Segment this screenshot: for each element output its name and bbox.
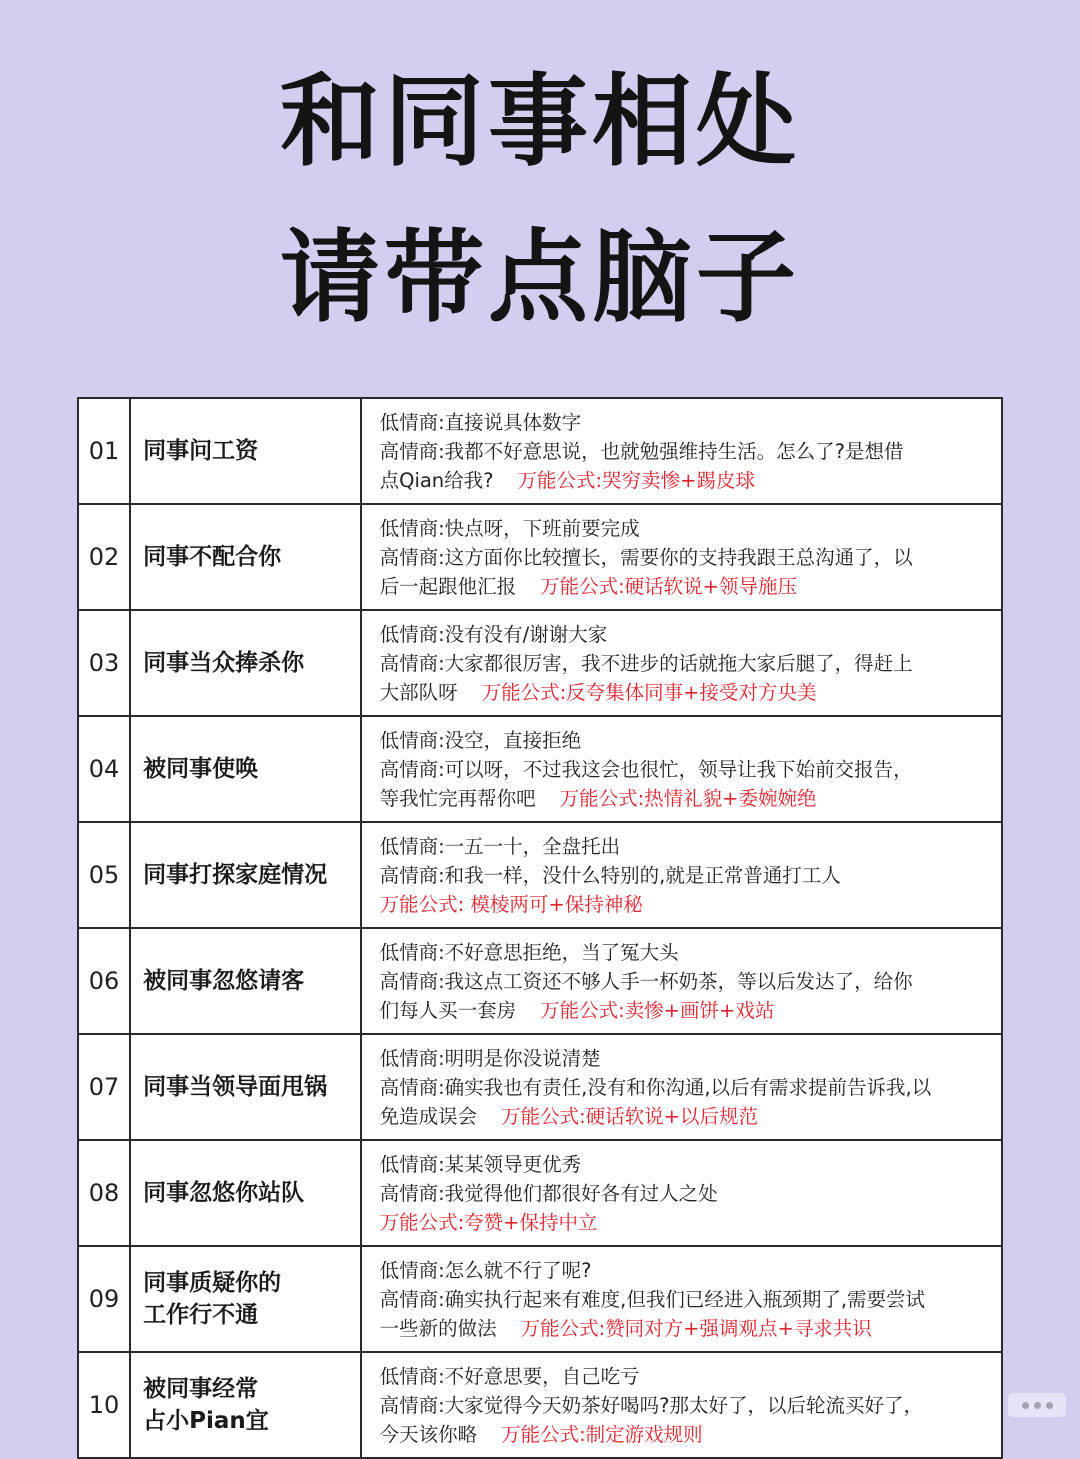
dot-icon xyxy=(1022,1402,1029,1409)
topic-line: 同事打探家庭情况 xyxy=(143,862,328,888)
table-row xyxy=(78,610,1002,716)
table-row xyxy=(78,1140,1002,1246)
row-number: 04 xyxy=(78,716,130,822)
row-detail xyxy=(361,822,1002,928)
formula-text: 万能公式:制定游戏规则 xyxy=(501,1422,703,1446)
formula-text: 万能公式:硬话软说+以后规范 xyxy=(501,1104,759,1128)
table-row xyxy=(78,504,1002,610)
topic-line: 占小Pian宜 xyxy=(143,1408,269,1434)
row-detail xyxy=(361,1034,1002,1140)
high-eq-text-continued: 点Qian给我? xyxy=(379,468,494,492)
formula-text: 万能公式:热情礼貌+委婉婉绝 xyxy=(559,786,817,810)
row-topic xyxy=(130,1352,360,1458)
topic-line: 同事当领导面甩锅 xyxy=(143,1074,328,1100)
low-eq-text: 低情商:没有没有/谢谢大家 xyxy=(379,622,608,646)
dot-icon xyxy=(1034,1402,1041,1409)
low-eq-text: 低情商:明明是你没说清楚 xyxy=(379,1046,601,1070)
row-number: 07 xyxy=(78,1034,130,1140)
row-number: 09 xyxy=(78,1246,130,1352)
row-number: 06 xyxy=(78,928,130,1034)
detail-last-line xyxy=(380,996,993,1025)
high-eq-text: 高情商:这方面你比较擅长，需要你的支持我跟王总沟通了，以 xyxy=(379,545,913,569)
row-number: 03 xyxy=(78,610,130,716)
tips-table-body xyxy=(78,398,1002,1458)
high-eq-text: 高情商:确实执行起来有难度,但我们已经进入瓶颈期了,需要尝试 xyxy=(379,1287,926,1311)
high-eq-text-continued: 们每人买一套房 xyxy=(379,998,517,1022)
detail-last-line xyxy=(380,1208,993,1237)
low-eq-text: 低情商:没空，直接拒绝 xyxy=(379,728,582,752)
low-eq-text: 低情商:不好意思要，自己吃亏 xyxy=(379,1364,640,1388)
detail-last-line xyxy=(380,572,993,601)
topic-line: 同事忽悠你站队 xyxy=(143,1180,305,1206)
row-detail xyxy=(361,398,1002,504)
row-detail xyxy=(361,504,1002,610)
topic-line: 同事不配合你 xyxy=(143,544,282,570)
dot-icon xyxy=(1046,1402,1053,1409)
row-topic xyxy=(130,928,360,1034)
formula-text: 万能公式:哭穷卖惨+踢皮球 xyxy=(517,468,755,492)
high-eq-text-continued: 等我忙完再帮你吧 xyxy=(379,786,536,810)
high-eq-text-continued: 免造成误会 xyxy=(379,1104,478,1128)
detail-last-line xyxy=(380,1102,993,1131)
table-row xyxy=(78,1352,1002,1458)
topic-line: 被同事忽悠请客 xyxy=(143,968,305,994)
row-topic xyxy=(130,716,360,822)
table-row xyxy=(78,398,1002,504)
detail-last-line xyxy=(380,466,993,495)
formula-text: 万能公式:反夸集体同事+接受对方央美 xyxy=(481,680,817,704)
high-eq-text: 高情商:可以呀，不过我这会也很忙，领导让我下始前交报告， xyxy=(379,757,913,781)
high-eq-text: 高情商:我这点工资还不够人手一杯奶茶，等以后发达了，给你 xyxy=(379,969,913,993)
high-eq-text-continued: 一些新的做法 xyxy=(379,1316,497,1340)
tips-table xyxy=(77,397,1003,1459)
row-topic xyxy=(130,1034,360,1140)
high-eq-text: 高情商:我都不好意思说，也就勉强维持生活。怎么了?是想借 xyxy=(379,439,904,463)
row-topic xyxy=(130,398,360,504)
low-eq-text: 低情商:怎么就不行了呢? xyxy=(379,1258,592,1282)
row-detail xyxy=(361,716,1002,822)
row-number: 02 xyxy=(78,504,130,610)
formula-text: 万能公式:硬话软说+领导施压 xyxy=(540,574,798,598)
table-row xyxy=(78,1034,1002,1140)
formula-text: 万能公式:赞同对方+强调观点+寻求共识 xyxy=(520,1316,872,1340)
row-number: 08 xyxy=(78,1140,130,1246)
low-eq-text: 低情商:不好意思拒绝，当了冤大头 xyxy=(379,940,679,964)
high-eq-text-continued: 大部队呀 xyxy=(379,680,458,704)
high-eq-text: 高情商:大家都很厉害，我不进步的话就拖大家后腿了，得赶上 xyxy=(379,651,913,675)
table-row xyxy=(78,822,1002,928)
title-line-1: 和同事相处 xyxy=(280,63,800,180)
high-eq-text: 高情商:确实我也有责任,没有和你沟通,以后有需求提前告诉我,以 xyxy=(379,1075,932,1099)
formula-text: 万能公式:夸赞+保持中立 xyxy=(379,1210,598,1234)
detail-last-line xyxy=(380,890,993,919)
title-line-2: 请带点脑子 xyxy=(280,219,800,336)
low-eq-text: 低情商:一五一十，全盘托出 xyxy=(379,834,621,858)
row-topic xyxy=(130,504,360,610)
topic-line: 工作行不通 xyxy=(143,1302,259,1328)
detail-last-line xyxy=(380,784,993,813)
low-eq-text: 低情商:某某领导更优秀 xyxy=(379,1152,582,1176)
row-topic xyxy=(130,1140,360,1246)
row-detail xyxy=(361,610,1002,716)
row-detail xyxy=(361,928,1002,1034)
table-row xyxy=(78,1246,1002,1352)
detail-last-line xyxy=(380,1314,993,1343)
row-topic xyxy=(130,822,360,928)
row-detail xyxy=(361,1140,1002,1246)
formula-text: 万能公式:卖惨+画饼+戏站 xyxy=(540,998,775,1022)
row-topic xyxy=(130,610,360,716)
high-eq-text: 高情商:大家觉得今天奶茶好喝吗?那太好了，以后轮流买好了， xyxy=(379,1393,924,1417)
low-eq-text: 低情商:快点呀，下班前要完成 xyxy=(379,516,640,540)
detail-last-line xyxy=(380,678,993,707)
topic-line: 被同事使唤 xyxy=(143,756,259,782)
row-detail xyxy=(361,1352,1002,1458)
row-number: 01 xyxy=(78,398,130,504)
row-topic xyxy=(130,1246,360,1352)
low-eq-text: 低情商:直接说具体数字 xyxy=(379,410,582,434)
high-eq-text-continued: 今天该你略 xyxy=(379,1422,478,1446)
high-eq-text: 高情商:我觉得他们都很好各有过人之处 xyxy=(379,1181,718,1205)
row-detail xyxy=(361,1246,1002,1352)
formula-text: 万能公式: 模棱两可+保持神秘 xyxy=(379,892,643,916)
high-eq-text-continued: 后一起跟他汇报 xyxy=(379,574,517,598)
high-eq-text: 高情商:和我一样，没什么特别的,就是正常普通打工人 xyxy=(379,863,841,887)
topic-line: 同事当众捧杀你 xyxy=(143,650,305,676)
row-number: 05 xyxy=(78,822,130,928)
table-row xyxy=(78,716,1002,822)
watermark-more-icon xyxy=(1008,1393,1066,1417)
table-row xyxy=(78,928,1002,1034)
topic-line: 同事问工资 xyxy=(143,438,259,464)
topic-line: 被同事经常 xyxy=(143,1376,259,1402)
detail-last-line xyxy=(380,1420,993,1449)
topic-line: 同事质疑你的 xyxy=(143,1270,282,1296)
row-number: 10 xyxy=(78,1352,130,1458)
